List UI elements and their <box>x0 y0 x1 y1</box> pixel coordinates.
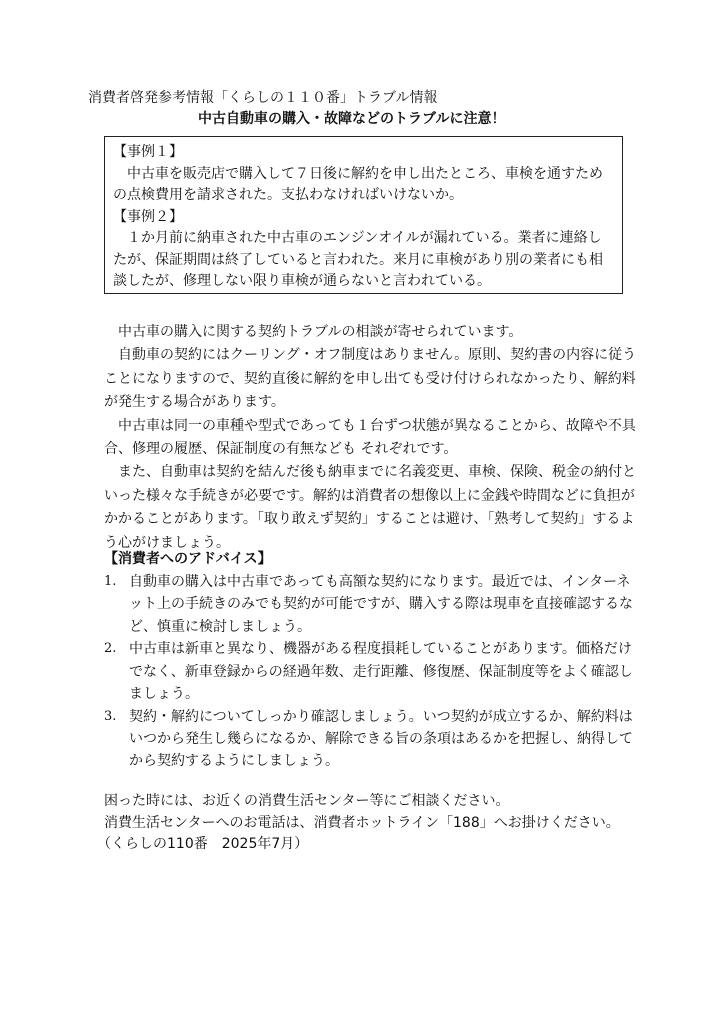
advice-item-text: 自動車の購入は中古車であっても高額な契約になります。最近では、インターネット上の手続きのみでも契約が可能ですが、購入する際は現車を直接確認するなど、慎重に検討しましょう。 <box>129 574 633 635</box>
body-paragraph-4: また、自動車は契約を結んだ後も納車までに名義変更、車検、保険、税金の納付といった様々な手続きが必要です。解約は消費者の想像以上に金銭や時間などに負担がかかることがあります。「取り敢えず契約」することは避け、「熟考して契約」するよう心がけましょう。 <box>104 464 636 551</box>
case-examples-box <box>104 136 623 294</box>
advice-item-text: 契約・解約についてしっかり確認しましょう。いつ契約が成立するか、解約料はいつから発生し幾らになるか、解除できる旨の条項はあるかを把握し、納得してから契約するようにしましょう。 <box>129 708 633 770</box>
advice-heading: 【消費者へのアドバイス】 <box>104 551 272 567</box>
advice-item <box>104 571 640 638</box>
closing-line-2: 消費生活センターへのお電話は、消費者ホットライン「188」へお掛けください。 <box>104 814 620 831</box>
advice-item-number: 1. <box>104 574 117 589</box>
advice-item-text: 中古車は新車と異なり、機器がある程度損耗していることがあります。価格だけでなく、新車登録からの経過年数、走行距離、修復歴、保証制度等をよく確認しましょう。 <box>129 641 633 702</box>
case2-text: １か月前に納車された中古車のエンジンオイルが漏れている。業者に連絡したが、保証期間は終了していると言われた。来月に車検があり別の業者にも相談したが、修理しない限り車検が通らないと言われている。 <box>113 230 603 289</box>
case1-text: 中古車を販売店で購入して７日後に解約を申し出たところ、車検を通すための点検費用を請求された。支払わなければいけないか。 <box>113 165 603 203</box>
page-title: 中古自動車の購入・故障などのトラブルに注意！ <box>198 111 506 127</box>
closing-section <box>97 791 664 856</box>
closing-line-1: 困った時には、お近くの消費生活センター等にご相談ください。 <box>104 793 510 809</box>
advice-item-number: 2. <box>104 641 117 657</box>
footer-note: （くらしの110番 2025年7月） <box>97 836 309 852</box>
body-paragraph-1: 中古車の購入に関する契約トラブルの相談が寄せられています。 <box>118 324 523 340</box>
case1-label: 【事例１】 <box>113 144 183 160</box>
main-body <box>104 321 640 555</box>
body-paragraph-2: 自動車の契約にはクーリング・オフ制度はありません。原則、契約書の内容に従うことになりますので、契約直後に解約を申し出ても受け付けられなかったり、解約料が発生する場合があります。 <box>104 347 637 411</box>
advice-item <box>104 638 640 705</box>
advice-item-number: 3. <box>104 708 117 724</box>
source-header: 消費者啓発参考情報「くらしの１１０番」トラブル情報 <box>88 90 438 106</box>
body-paragraph-3: 中古車は同一の車種や型式であっても１台ずつ状態が異なることから、故障や不具合、修理の履歴、保証制度の有無なども それぞれです。 <box>104 417 636 458</box>
advice-list <box>104 571 640 773</box>
advice-item <box>104 706 640 773</box>
case2-label: 【事例２】 <box>113 208 183 225</box>
